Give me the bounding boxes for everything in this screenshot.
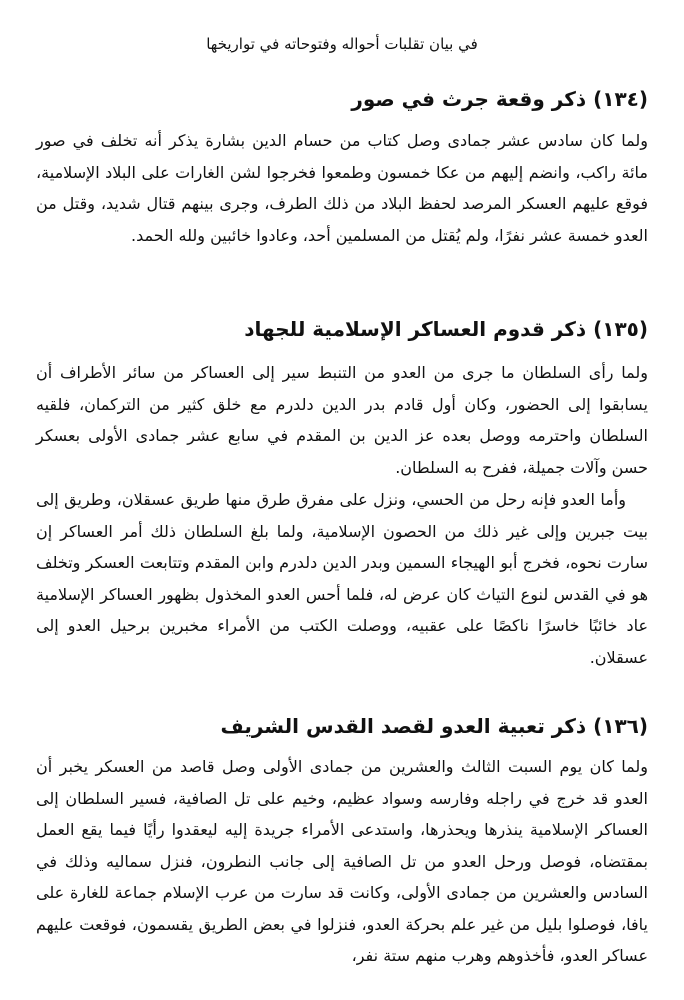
- paragraph: ولما رأى السلطان ما جرى من العدو من التنبط سير إلى العساكر من سائر الأطراف أن يسابقوا إلى الحضور، وكان أول قادم بدر الدين دلدرم مع خلق كثير من التركمان، فلقيه السلطان واحترمه ووصل بعده عز الدين بن المقدم في سابع عشر جمادى الأولى بعسكر حسن وآلات جميلة، ففرح به السلطان.: [36, 363, 648, 477]
- paragraph: وأما العدو فإنه رحل من الحسي، ونزل على مفرق طرق منها طريق عسقلان، وطريق إلى بيت جبرين وإلى غير ذلك من الحصون الإسلامية، ولما بلغ السلطان ذلك أمر العساكر إن سارت نحوه، فخرج أبو الهيجاء السمين وبدر الدين دلدرم وابن المقدم وتتابعت العسكر وتخلف هو في القدس لنوع التياث كان عرض له، فلما أحس العدو المخذول بظهور العساكر الإسلامية عاد خائبًا خاسرًا ناكصًا على عقبيه، ووصلت الكتب من الأمراء مخبرين برحيل العدو إلى عسقلان.: [36, 490, 648, 667]
- paragraph: ولما كان يوم السبت الثالث والعشرين من جمادى الأولى وصل قاصد من العسكر يخبر أن العدو قد خرج في راجله وفارسه وسواد عظيم، وخيم على تل الصافية، فسير السلطان إلى العساكر الإسلامية ينذرها ويحذرها، واستدعى الأمراء جريدة إليه ليعقدوا رأيًا فيما يقع العمل بمقتضاه، فوصل ورحل العدو من تل الصافية إلى جانب النطرون، فنزل سماليه وذلك في السادس والعشرين من جمادى الأولى، وكانت قد سارت من عرب الإسلام جماعة للغارة على يافا، فوصلوا بليل من غير علم بحركة العدو، فنزلوا في بعض الطريق يقسمون، فوقعت عليهم عساكر العدو، فأخذوهم وهرب منهم ستة نفر،: [36, 757, 648, 965]
- running-header: في بيان تقلبات أحواله وفتوحاته في تواريخها: [206, 35, 478, 53]
- section-heading-134: (١٣٤) ذكر وقعة جرث في صور: [351, 87, 648, 111]
- paragraph: ولما كان سادس عشر جمادى وصل كتاب من حسام الدين بشارة يذكر أنه تخلف في صور مائة راكب، وانضم إليهم من عكا خمسون وطمعوا فخرجوا لشن الغارات على البلاد الإسلامية، فوقع عليهم العسكر المرصد لحفظ البلاد من ذلك الطرف، وجرى بينهم قتال شديد، وقتل من العدو خمسة عشر نفرًا، ولم يُقتل من المسلمين أحد، وعادوا خائبين ولله الحمد.: [36, 131, 648, 245]
- section-heading-136: (١٣٦) ذكر تعبية العدو لقصد القدس الشريف: [220, 714, 648, 738]
- section-heading-135: (١٣٥) ذكر قدوم العساكر الإسلامية للجهاد: [244, 317, 648, 341]
